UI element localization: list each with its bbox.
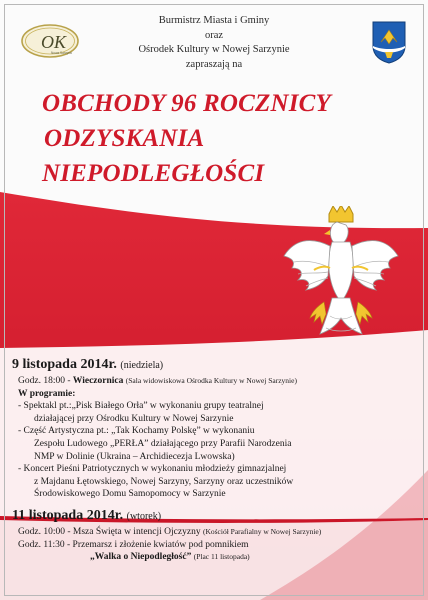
day1-program-item-2c: NMP w Dolinie (Ukraina – Archidiecezja Lwowska)	[34, 451, 235, 462]
day2-date-heading	[12, 507, 418, 526]
day2-march-time: Godz. 11:30 -	[18, 539, 73, 550]
day1-program-item-3c: Środowiskowego Domu Samopomocy w Sarzynie	[34, 489, 226, 500]
day1-program-item-2b: Zespołu Ludowego „PERŁA” działającego przy Parafii Narodzenia	[34, 438, 292, 449]
day2-weekday: (wtorek)	[126, 510, 162, 522]
title-line-3: NIEPODLEGŁOŚCI	[42, 160, 265, 187]
header-invite: zapraszają na	[185, 58, 243, 70]
day2-mass-title: Msza Święta w intencji Ojczyzny	[72, 526, 201, 537]
day1-evening-place: (Sala widowiskowa Ośrodka Kultury w Nowej Sarzynie)	[125, 376, 297, 385]
day1-program-item-3b: z Majdanu Łętowskiego, Nowej Sarzyny, Sarzyny oraz uczestników	[34, 476, 294, 487]
day1-program-label: W programie:	[18, 388, 76, 399]
day2-march-monument-row	[12, 551, 418, 564]
day1-evening-title: Wieczornica	[72, 376, 124, 386]
day1-program-item-1b: działającej przy Ośrodku Kultury w Nowej Sarzynie	[34, 413, 234, 424]
event-title	[42, 86, 331, 191]
nowa-sarzyna-coat-of-arms-icon	[371, 20, 407, 64]
title-line-2: ODZYSKANIA	[44, 125, 205, 152]
title-line-1: OBCHODY 96 ROCZNICY	[42, 90, 332, 117]
header-and: oraz	[204, 29, 224, 41]
day2-mass-place: (Kościół Parafialny w Nowej Sarzynie)	[202, 526, 322, 536]
day1-date-heading	[12, 356, 418, 375]
day2-march-monument: „Walka o Niepodległość”	[90, 552, 192, 563]
event-program	[12, 356, 418, 564]
header-organizer-culture-center: Ośrodek Kultury w Nowej Sarzynie	[138, 44, 290, 55]
header-organizer-mayor: Burmistrz Miasta i Gminy	[158, 15, 270, 26]
day1-date: 9 listopada 2014r.	[12, 357, 117, 372]
svg-text:Nowa Sarzyna: Nowa Sarzyna	[51, 51, 72, 55]
day2-mass-row	[12, 526, 418, 539]
polish-white-eagle-emblem	[280, 206, 402, 354]
day1-evening-time: Godz. 18:00 -	[18, 376, 73, 386]
day2-march-place: (Plac 11 listopada)	[193, 552, 250, 562]
day2-date: 11 listopada 2014r.	[12, 507, 124, 523]
day2-march-row	[12, 539, 418, 552]
day2-mass-time: Godz. 10:00 -	[18, 526, 73, 537]
day1-program-item-2a: - Część Artystyczna pt.: „Tak Kochamy Polskę” w wykonaniu	[18, 426, 255, 437]
day1-weekday: (niedziela)	[120, 360, 164, 371]
header-text	[100, 14, 328, 72]
svg-text:OK: OK	[41, 32, 67, 52]
day1-program-item-1a: - Spektakl pt.:„Pisk Białego Orła” w wykonaniu grupy teatralnej	[18, 401, 264, 412]
day1-evening-row	[12, 375, 418, 388]
day1-program-item-3a: - Koncert Pieśni Patriotycznych w wykonaniu młodzieży gimnazjalnej	[18, 464, 287, 475]
day2-march-title: Przemarsz i złożenie kwiatów pod pomnikiem	[72, 539, 249, 550]
ok-culture-center-logo	[20, 22, 80, 60]
